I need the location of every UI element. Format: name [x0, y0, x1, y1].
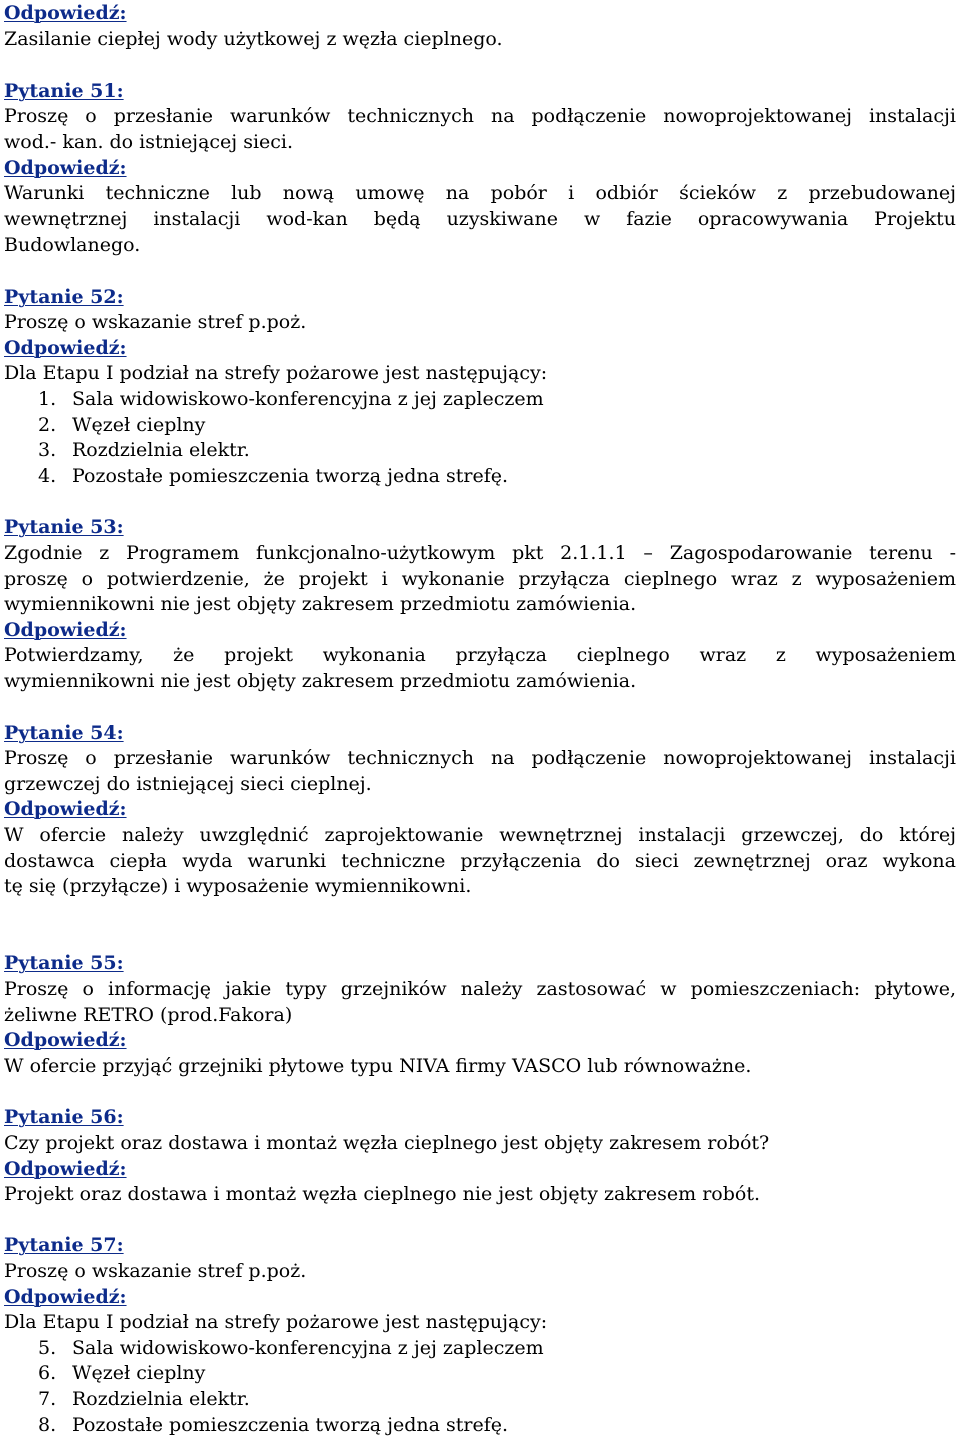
question-text: grzewczej do istniejącej sieci cieplnej. — [4, 773, 372, 795]
question-text: Proszę o informację jakie typy grzejników należy zastosować w pomieszczeniach: płytowe, — [4, 978, 956, 1000]
list-number: 6. — [38, 1362, 57, 1384]
answer-text: tę się (przyłącze) i wyposażenie wymiennikowni. — [4, 875, 472, 897]
list-item-text: Sala widowiskowo-konferencyjna z jej zapleczem — [72, 1337, 544, 1359]
answer-text: Potwierdzamy, że projekt wykonania przyłącza cieplnego wraz z wyposażeniem — [4, 644, 956, 666]
question-label: Pytanie 51: — [4, 80, 124, 102]
question-label: Pytanie 56: — [4, 1106, 124, 1128]
list-item — [38, 1390, 250, 1409]
answer-text: Dla Etapu I podział na strefy pożarowe jest następujący: — [4, 362, 548, 384]
answer-text: Dla Etapu I podział na strefy pożarowe jest następujący: — [4, 1311, 548, 1333]
answer-label: Odpowiedź: — [4, 2, 127, 24]
answer-text: wymiennikowni nie jest objęty zakresem przedmiotu zamówienia. — [4, 670, 637, 692]
list-item-text: Sala widowiskowo-konferencyjna z jej zapleczem — [72, 388, 544, 410]
list-item-text: Węzeł cieplny — [72, 1362, 206, 1384]
answer-label: Odpowiedź: — [4, 1286, 127, 1308]
list-number: 8. — [38, 1414, 57, 1436]
question-text: Proszę o wskazanie stref p.poż. — [4, 311, 307, 333]
list-item-text: Węzeł cieplny — [72, 414, 206, 436]
answer-text: Zasilanie ciepłej wody użytkowej z węzła cieplnego. — [4, 28, 503, 50]
list-item — [38, 1364, 205, 1383]
list-item-text: Pozostałe pomieszczenia tworzą jedna strefę. — [72, 1414, 509, 1436]
answer-label: Odpowiedź: — [4, 157, 127, 179]
question-text: wymiennikowni nie jest objęty zakresem przedmiotu zamówienia. — [4, 593, 637, 615]
question-text: wod.- kan. do istniejącej sieci. — [4, 131, 294, 153]
answer-text: wewnętrznej instalacji wod-kan będą uzyskiwane w fazie opracowywania Projektu — [4, 208, 956, 230]
question-text: Proszę o przesłanie warunków technicznych na podłączenie nowoprojektowanej instalacji — [4, 105, 956, 127]
answer-label: Odpowiedź: — [4, 337, 127, 359]
question-label: Pytanie 52: — [4, 286, 124, 308]
answer-label: Odpowiedź: — [4, 619, 127, 641]
answer-label: Odpowiedź: — [4, 1158, 127, 1180]
list-item — [38, 416, 205, 435]
list-item — [38, 441, 250, 460]
answer-label: Odpowiedź: — [4, 798, 127, 820]
answer-text: Warunki techniczne lub nową umowę na pobór i odbiór ścieków z przebudowanej — [4, 182, 956, 204]
list-number: 4. — [38, 465, 57, 487]
answer-text: dostawca ciepła wyda warunki techniczne przyłączenia do sieci zewnętrznej oraz wykona — [4, 850, 956, 872]
answer-label: Odpowiedź: — [4, 1029, 127, 1051]
question-text: Proszę o wskazanie stref p.poż. — [4, 1260, 307, 1282]
list-item-text: Rozdzielnia elektr. — [72, 1388, 250, 1410]
question-text: Zgodnie z Programem funkcjonalno-użytkowym pkt 2.1.1.1 – Zagospodarowanie terenu - — [4, 542, 956, 564]
question-label: Pytanie 57: — [4, 1234, 124, 1256]
list-item-text: Pozostałe pomieszczenia tworzą jedna strefę. — [72, 465, 509, 487]
list-number: 7. — [38, 1388, 57, 1410]
question-text: Czy projekt oraz dostawa i montaż węzła cieplnego jest objęty zakresem robót? — [4, 1132, 770, 1154]
question-text: proszę o potwierdzenie, że projekt i wykonanie przyłącza cieplnego wraz z wyposażeniem — [4, 568, 956, 590]
list-number: 5. — [38, 1337, 57, 1359]
question-label: Pytanie 53: — [4, 516, 124, 538]
list-item — [38, 390, 544, 409]
question-text: żeliwne RETRO (prod.Fakora) — [4, 1004, 293, 1026]
question-label: Pytanie 55: — [4, 952, 124, 974]
list-number: 1. — [38, 388, 57, 410]
list-item — [38, 1339, 544, 1358]
question-text: Proszę o przesłanie warunków technicznych na podłączenie nowoprojektowanej instalacji — [4, 747, 956, 769]
answer-text: W ofercie należy uwzględnić zaprojektowanie wewnętrznej instalacji grzewczej, do której — [4, 824, 956, 846]
question-label: Pytanie 54: — [4, 722, 124, 744]
list-item-text: Rozdzielnia elektr. — [72, 439, 250, 461]
list-number: 3. — [38, 439, 57, 461]
answer-text: Budowlanego. — [4, 234, 141, 256]
list-item — [38, 1416, 508, 1435]
answer-text: W ofercie przyjąć grzejniki płytowe typu NIVA firmy VASCO lub równoważne. — [4, 1055, 752, 1077]
list-item — [38, 467, 508, 486]
answer-text: Projekt oraz dostawa i montaż węzła cieplnego nie jest objęty zakresem robót. — [4, 1183, 760, 1205]
list-number: 2. — [38, 414, 57, 436]
